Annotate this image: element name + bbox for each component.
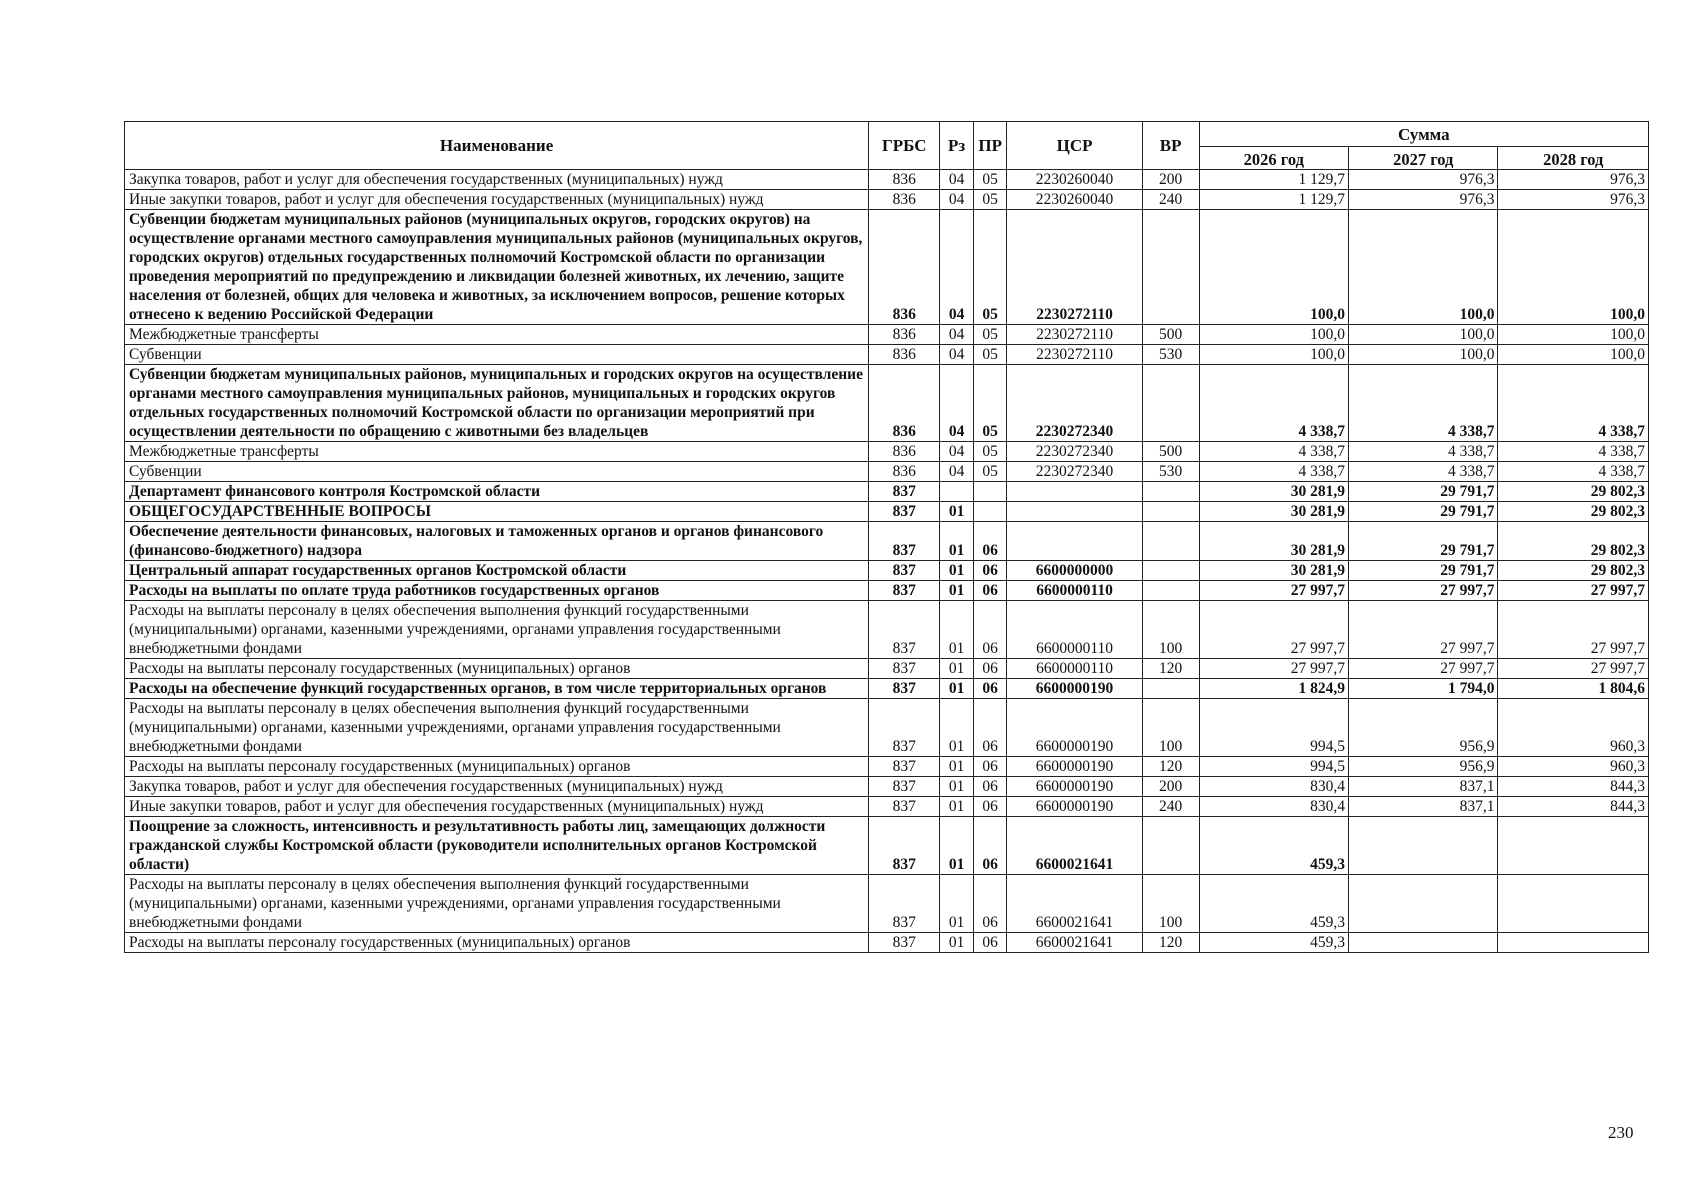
row-vr-cell: 100 [1142, 699, 1199, 757]
row-2026-cell: 4 338,7 [1199, 462, 1348, 482]
row-csr-cell [1007, 522, 1142, 561]
row-csr-cell: 2230260040 [1007, 170, 1142, 190]
row-grbs-cell: 836 [869, 462, 940, 482]
row-grbs-cell: 837 [869, 679, 940, 699]
table-row [125, 325, 1649, 345]
row-grbs-cell: 836 [869, 442, 940, 462]
row-2026-cell: 459,3 [1199, 875, 1348, 933]
row-vr-cell: 100 [1142, 601, 1199, 659]
row-2027-cell: 29 791,7 [1349, 502, 1498, 522]
row-csr-cell: 6600000110 [1007, 581, 1142, 601]
row-vr-cell: 100 [1142, 875, 1199, 933]
row-2028-cell: 1 804,6 [1498, 679, 1649, 699]
table-row [125, 659, 1649, 679]
row-rz-cell: 01 [940, 875, 974, 933]
row-2027-cell: 27 997,7 [1349, 581, 1498, 601]
row-name-cell: Иные закупки товаров, работ и услуг для обеспечения государственных (муниципальных) нужд [125, 190, 869, 210]
table-row [125, 502, 1649, 522]
row-2028-cell: 844,3 [1498, 797, 1649, 817]
row-rz-cell: 01 [940, 502, 974, 522]
header-year-2027: 2027 год [1349, 147, 1498, 170]
row-grbs-cell: 837 [869, 601, 940, 659]
row-2027-cell: 29 791,7 [1349, 561, 1498, 581]
row-2028-cell [1498, 933, 1649, 953]
row-rz-cell: 04 [940, 365, 974, 442]
table-row [125, 777, 1649, 797]
row-2028-cell: 100,0 [1498, 210, 1649, 325]
row-rz-cell: 01 [940, 933, 974, 953]
row-grbs-cell: 837 [869, 757, 940, 777]
row-vr-cell: 200 [1142, 777, 1199, 797]
row-csr-cell: 6600000190 [1007, 777, 1142, 797]
table-row [125, 797, 1649, 817]
row-rz-cell: 04 [940, 442, 974, 462]
row-grbs-cell: 837 [869, 817, 940, 875]
row-name-cell: Расходы на выплаты персоналу в целях обеспечения выполнения функций государственными (муниципальными) органами, казенными учреждениями, органами управления государственными внебюджетными фондами [125, 601, 869, 659]
row-2027-cell: 27 997,7 [1349, 659, 1498, 679]
table-row [125, 757, 1649, 777]
row-grbs-cell: 837 [869, 502, 940, 522]
row-name-cell: Субвенции [125, 462, 869, 482]
row-name-cell: Расходы на выплаты персоналу государственных (муниципальных) органов [125, 933, 869, 953]
row-2028-cell: 27 997,7 [1498, 659, 1649, 679]
row-2026-cell: 1 129,7 [1199, 190, 1348, 210]
row-2026-cell: 30 281,9 [1199, 561, 1348, 581]
row-grbs-cell: 836 [869, 365, 940, 442]
row-grbs-cell: 837 [869, 581, 940, 601]
row-pr-cell: 05 [973, 170, 1007, 190]
row-2028-cell: 4 338,7 [1498, 365, 1649, 442]
row-pr-cell: 06 [973, 561, 1007, 581]
budget-table [124, 121, 1649, 953]
row-2027-cell: 976,3 [1349, 170, 1498, 190]
row-name-cell: Обеспечение деятельности финансовых, налоговых и таможенных органов и органов финансового (финансово-бюджетного) надзора [125, 522, 869, 561]
row-rz-cell: 01 [940, 679, 974, 699]
row-rz-cell: 01 [940, 601, 974, 659]
row-csr-cell: 6600000110 [1007, 659, 1142, 679]
row-pr-cell [973, 502, 1007, 522]
row-csr-cell: 6600000190 [1007, 757, 1142, 777]
row-2027-cell: 837,1 [1349, 777, 1498, 797]
row-pr-cell: 06 [973, 601, 1007, 659]
row-2026-cell: 30 281,9 [1199, 522, 1348, 561]
row-name-cell: Расходы на выплаты персоналу в целях обеспечения выполнения функций государственными (муниципальными) органами, казенными учреждениями, органами управления государственными внебюджетными фондами [125, 875, 869, 933]
row-name-cell: Субвенции бюджетам муниципальных районов, муниципальных и городских округов на осуществление органами местного самоуправления муниципальных районов, муниципальных и городских округов отдельных государственных полномочий Костромской области по организации мероприятий при осуществлении деятельности по обращению с животными без владельцев [125, 365, 869, 442]
row-grbs-cell: 837 [869, 797, 940, 817]
row-vr-cell [1142, 365, 1199, 442]
table-row [125, 933, 1649, 953]
row-csr-cell: 6600000190 [1007, 679, 1142, 699]
row-2027-cell: 956,9 [1349, 757, 1498, 777]
row-name-cell: Расходы на выплаты персоналу государственных (муниципальных) органов [125, 659, 869, 679]
row-rz-cell: 01 [940, 659, 974, 679]
row-pr-cell: 06 [973, 933, 1007, 953]
table-row [125, 817, 1649, 875]
row-csr-cell [1007, 502, 1142, 522]
row-2027-cell: 100,0 [1349, 325, 1498, 345]
row-2026-cell: 1 824,9 [1199, 679, 1348, 699]
row-name-cell: Субвенции бюджетам муниципальных районов (муниципальных округов, городских округов) на осуществление органами местного самоуправления муниципальных районов (муниципальных округов, городских округов) отдельных государственных полномочий Костромской области по организации проведения мероприятий по предупреждению и ликвидации болезней животных, их лечению, защите населения от болезней, общих для человека и животных, за исключением вопросов, решение которых отнесено к ведению Российской Федерации [125, 210, 869, 325]
row-2026-cell: 27 997,7 [1199, 601, 1348, 659]
row-pr-cell: 06 [973, 875, 1007, 933]
row-grbs-cell: 837 [869, 482, 940, 502]
table-row [125, 561, 1649, 581]
row-vr-cell: 120 [1142, 757, 1199, 777]
row-2027-cell: 837,1 [1349, 797, 1498, 817]
row-vr-cell [1142, 502, 1199, 522]
row-2028-cell: 100,0 [1498, 345, 1649, 365]
row-pr-cell: 06 [973, 699, 1007, 757]
row-2026-cell: 459,3 [1199, 817, 1348, 875]
row-rz-cell: 01 [940, 699, 974, 757]
row-pr-cell: 05 [973, 462, 1007, 482]
row-vr-cell: 500 [1142, 442, 1199, 462]
row-csr-cell: 2230272340 [1007, 462, 1142, 482]
row-2028-cell: 960,3 [1498, 699, 1649, 757]
header-pr: ПР [973, 122, 1007, 170]
row-2028-cell: 100,0 [1498, 325, 1649, 345]
row-csr-cell: 6600021641 [1007, 933, 1142, 953]
page-number: 230 [1608, 1123, 1634, 1142]
row-vr-cell: 530 [1142, 345, 1199, 365]
row-name-cell: Закупка товаров, работ и услуг для обеспечения государственных (муниципальных) нужд [125, 777, 869, 797]
row-2026-cell: 27 997,7 [1199, 581, 1348, 601]
table-row [125, 875, 1649, 933]
row-2028-cell: 960,3 [1498, 757, 1649, 777]
row-2026-cell: 4 338,7 [1199, 442, 1348, 462]
row-pr-cell: 05 [973, 190, 1007, 210]
row-2028-cell: 844,3 [1498, 777, 1649, 797]
row-pr-cell: 06 [973, 777, 1007, 797]
row-2026-cell: 30 281,9 [1199, 482, 1348, 502]
row-2026-cell: 994,5 [1199, 757, 1348, 777]
row-rz-cell: 04 [940, 325, 974, 345]
header-year-2026: 2026 год [1199, 147, 1348, 170]
row-2027-cell [1349, 875, 1498, 933]
row-2027-cell: 27 997,7 [1349, 601, 1498, 659]
row-2027-cell [1349, 933, 1498, 953]
row-rz-cell: 01 [940, 777, 974, 797]
row-grbs-cell: 836 [869, 345, 940, 365]
row-rz-cell [940, 482, 974, 502]
row-2026-cell: 27 997,7 [1199, 659, 1348, 679]
row-vr-cell [1142, 210, 1199, 325]
header-year-2028: 2028 год [1498, 147, 1649, 170]
row-csr-cell: 6600000000 [1007, 561, 1142, 581]
row-grbs-cell: 836 [869, 170, 940, 190]
row-2027-cell: 100,0 [1349, 345, 1498, 365]
row-rz-cell: 01 [940, 522, 974, 561]
row-2026-cell: 4 338,7 [1199, 365, 1348, 442]
row-name-cell: Межбюджетные трансферты [125, 442, 869, 462]
table-row [125, 190, 1649, 210]
table-row [125, 442, 1649, 462]
row-vr-cell [1142, 581, 1199, 601]
row-2028-cell: 976,3 [1498, 190, 1649, 210]
row-grbs-cell: 837 [869, 875, 940, 933]
row-2027-cell: 976,3 [1349, 190, 1498, 210]
row-rz-cell: 04 [940, 345, 974, 365]
row-rz-cell: 01 [940, 581, 974, 601]
row-rz-cell: 01 [940, 797, 974, 817]
row-rz-cell: 04 [940, 190, 974, 210]
row-grbs-cell: 837 [869, 659, 940, 679]
table-row [125, 210, 1649, 325]
row-csr-cell: 2230272110 [1007, 325, 1142, 345]
row-pr-cell: 05 [973, 210, 1007, 325]
row-2028-cell: 976,3 [1498, 170, 1649, 190]
row-2026-cell: 830,4 [1199, 797, 1348, 817]
row-vr-cell [1142, 522, 1199, 561]
header-grbs: ГРБС [869, 122, 940, 170]
row-name-cell: Закупка товаров, работ и услуг для обеспечения государственных (муниципальных) нужд [125, 170, 869, 190]
row-2027-cell: 29 791,7 [1349, 522, 1498, 561]
row-vr-cell: 530 [1142, 462, 1199, 482]
row-pr-cell: 06 [973, 797, 1007, 817]
row-vr-cell: 240 [1142, 797, 1199, 817]
row-pr-cell: 05 [973, 442, 1007, 462]
row-vr-cell: 500 [1142, 325, 1199, 345]
row-2028-cell: 4 338,7 [1498, 442, 1649, 462]
row-name-cell: Субвенции [125, 345, 869, 365]
table-row [125, 679, 1649, 699]
row-rz-cell: 01 [940, 757, 974, 777]
header-name: Наименование [125, 122, 869, 170]
row-2026-cell: 100,0 [1199, 325, 1348, 345]
row-name-cell: ОБЩЕГОСУДАРСТВЕННЫЕ ВОПРОСЫ [125, 502, 869, 522]
row-name-cell: Межбюджетные трансферты [125, 325, 869, 345]
row-pr-cell: 05 [973, 325, 1007, 345]
row-2026-cell: 830,4 [1199, 777, 1348, 797]
table-row [125, 699, 1649, 757]
table-row [125, 345, 1649, 365]
row-grbs-cell: 837 [869, 777, 940, 797]
row-vr-cell: 240 [1142, 190, 1199, 210]
row-vr-cell [1142, 482, 1199, 502]
row-2027-cell: 1 794,0 [1349, 679, 1498, 699]
row-csr-cell: 2230272110 [1007, 345, 1142, 365]
row-rz-cell: 01 [940, 817, 974, 875]
row-2028-cell [1498, 817, 1649, 875]
row-grbs-cell: 837 [869, 522, 940, 561]
row-pr-cell: 06 [973, 817, 1007, 875]
row-name-cell: Иные закупки товаров, работ и услуг для обеспечения государственных (муниципальных) нужд [125, 797, 869, 817]
row-pr-cell: 06 [973, 581, 1007, 601]
row-grbs-cell: 836 [869, 210, 940, 325]
row-2026-cell: 1 129,7 [1199, 170, 1348, 190]
row-2028-cell: 4 338,7 [1498, 462, 1649, 482]
table-row [125, 581, 1649, 601]
header-vr: ВР [1142, 122, 1199, 170]
table-row [125, 522, 1649, 561]
row-csr-cell: 6600000110 [1007, 601, 1142, 659]
row-2028-cell: 27 997,7 [1498, 581, 1649, 601]
header-csr: ЦСР [1007, 122, 1142, 170]
row-2027-cell: 100,0 [1349, 210, 1498, 325]
row-pr-cell [973, 482, 1007, 502]
row-grbs-cell: 837 [869, 561, 940, 581]
row-vr-cell [1142, 679, 1199, 699]
row-2028-cell: 29 802,3 [1498, 561, 1649, 581]
row-2027-cell: 29 791,7 [1349, 482, 1498, 502]
row-pr-cell: 06 [973, 679, 1007, 699]
row-2027-cell: 4 338,7 [1349, 365, 1498, 442]
row-csr-cell: 2230260040 [1007, 190, 1142, 210]
row-name-cell: Поощрение за сложность, интенсивность и результативность работы лиц, замещающих должности гражданской службы Костромской области (руководители исполнительных органов Костромской области) [125, 817, 869, 875]
row-csr-cell: 6600000190 [1007, 797, 1142, 817]
row-grbs-cell: 836 [869, 190, 940, 210]
row-csr-cell: 2230272340 [1007, 442, 1142, 462]
row-2028-cell: 27 997,7 [1498, 601, 1649, 659]
row-grbs-cell: 836 [869, 325, 940, 345]
row-rz-cell: 01 [940, 561, 974, 581]
row-2027-cell: 956,9 [1349, 699, 1498, 757]
row-csr-cell: 2230272110 [1007, 210, 1142, 325]
row-vr-cell [1142, 817, 1199, 875]
row-csr-cell: 2230272340 [1007, 365, 1142, 442]
row-csr-cell: 6600021641 [1007, 817, 1142, 875]
row-rz-cell: 04 [940, 170, 974, 190]
row-csr-cell: 6600021641 [1007, 875, 1142, 933]
row-2028-cell: 29 802,3 [1498, 522, 1649, 561]
row-2028-cell: 29 802,3 [1498, 482, 1649, 502]
row-2026-cell: 30 281,9 [1199, 502, 1348, 522]
table-row [125, 462, 1649, 482]
row-name-cell: Центральный аппарат государственных органов Костромской области [125, 561, 869, 581]
row-name-cell: Расходы на выплаты персоналу в целях обеспечения выполнения функций государственными (муниципальными) органами, казенными учреждениями, органами управления государственными внебюджетными фондами [125, 699, 869, 757]
row-name-cell: Департамент финансового контроля Костромской области [125, 482, 869, 502]
row-pr-cell: 06 [973, 522, 1007, 561]
table-row [125, 601, 1649, 659]
table-row [125, 482, 1649, 502]
header-rz: Рз [940, 122, 974, 170]
table-header [125, 122, 1649, 170]
header-sum: Сумма [1199, 122, 1648, 147]
row-vr-cell: 120 [1142, 933, 1199, 953]
row-2028-cell [1498, 875, 1649, 933]
row-2026-cell: 994,5 [1199, 699, 1348, 757]
table-body [125, 170, 1649, 953]
table-row [125, 365, 1649, 442]
row-vr-cell: 120 [1142, 659, 1199, 679]
row-csr-cell: 6600000190 [1007, 699, 1142, 757]
row-2026-cell: 459,3 [1199, 933, 1348, 953]
row-2026-cell: 100,0 [1199, 210, 1348, 325]
row-2028-cell: 29 802,3 [1498, 502, 1649, 522]
row-grbs-cell: 837 [869, 933, 940, 953]
row-name-cell: Расходы на обеспечение функций государственных органов, в том числе территориальных органов [125, 679, 869, 699]
row-pr-cell: 05 [973, 345, 1007, 365]
row-2027-cell: 4 338,7 [1349, 442, 1498, 462]
row-rz-cell: 04 [940, 462, 974, 482]
row-csr-cell [1007, 482, 1142, 502]
row-name-cell: Расходы на выплаты по оплате труда работников государственных органов [125, 581, 869, 601]
row-2026-cell: 100,0 [1199, 345, 1348, 365]
row-vr-cell: 200 [1142, 170, 1199, 190]
row-rz-cell: 04 [940, 210, 974, 325]
row-pr-cell: 06 [973, 659, 1007, 679]
table-row [125, 170, 1649, 190]
row-pr-cell: 06 [973, 757, 1007, 777]
row-pr-cell: 05 [973, 365, 1007, 442]
row-vr-cell [1142, 561, 1199, 581]
row-2027-cell [1349, 817, 1498, 875]
row-2027-cell: 4 338,7 [1349, 462, 1498, 482]
row-grbs-cell: 837 [869, 699, 940, 757]
row-name-cell: Расходы на выплаты персоналу государственных (муниципальных) органов [125, 757, 869, 777]
